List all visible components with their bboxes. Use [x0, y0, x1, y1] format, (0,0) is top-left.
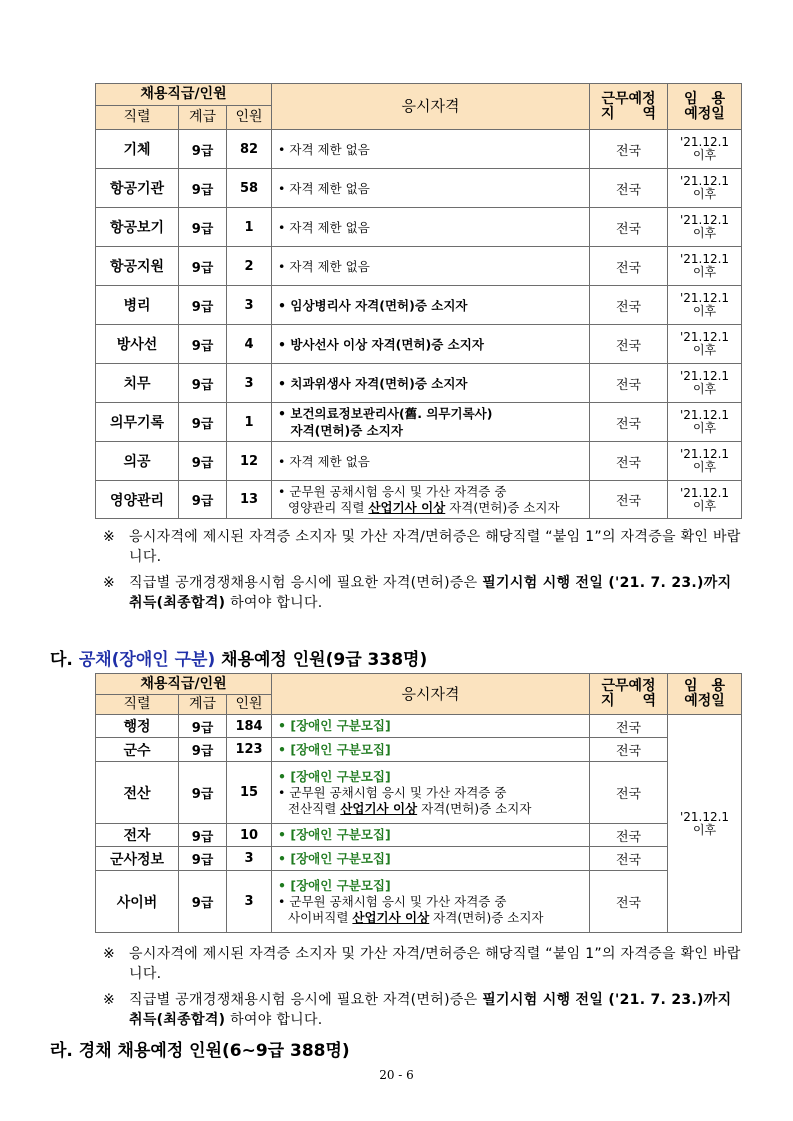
table-row [96, 442, 742, 481]
note-text-part: 직급별 공개경쟁채용시험 응시에 필요한 자격(면허)증은 [129, 575, 483, 591]
row-job: 전자 [96, 824, 179, 847]
row-date [668, 286, 742, 325]
row-job: 항공보기 [96, 208, 179, 247]
qual-green: • [장애인 구분모집] [278, 768, 391, 784]
qual-green: • [장애인 구분모집] [278, 741, 391, 757]
row-grade: 9급 [179, 286, 227, 325]
date-line1: '21.12.1 [679, 809, 730, 824]
qual-green: • [장애인 구분모집] [278, 827, 391, 842]
row-grade: 9급 [179, 847, 227, 871]
row-qualification [272, 208, 590, 247]
table-row [96, 208, 742, 247]
note-mark: ※ [103, 575, 116, 591]
section-heading-ra: 라. 경채 채용예정 인원(6~9급 388명) [50, 1041, 350, 1061]
qual-green: • [장애인 구분모집] [278, 850, 391, 866]
qual-green: • [장애인 구분모집] [278, 718, 391, 733]
row-count: 15 [227, 762, 272, 824]
row-grade: 9급 [179, 481, 227, 519]
row-qualification [272, 325, 590, 364]
qual-text: 자격(면허)증 소지자 [445, 499, 560, 515]
page-number: 20 - 6 [379, 1068, 414, 1082]
row-job: 치무 [96, 364, 179, 403]
row-date [668, 208, 742, 247]
header-date [668, 674, 742, 715]
note-bold-part: 필기시험 시행 전일 ('21. 7. 23.)까지 취득(최종합격) [129, 992, 732, 1028]
row-count: 82 [227, 130, 272, 169]
row-job: 의공 [96, 442, 179, 481]
row-qualification [272, 847, 590, 871]
header-qualification: 응시자격 [272, 84, 590, 130]
row-count: 2 [227, 247, 272, 286]
date-line2: 이후 [692, 187, 717, 201]
qual-underline: 산업기사 이상 [340, 800, 418, 816]
row-grade: 9급 [179, 762, 227, 824]
qual-line [278, 801, 589, 817]
qual-text: 영양관리 직렬 [288, 499, 369, 515]
date-line2: 이후 [692, 460, 717, 474]
row-grade: 9급 [179, 738, 227, 762]
date-line2: 이후 [692, 498, 717, 513]
row-date [668, 247, 742, 286]
table-row [96, 762, 742, 824]
qual-text: 자격(면허)증 소지자 [429, 909, 544, 925]
row-count: 13 [227, 481, 272, 519]
header-region [590, 674, 668, 715]
row-grade: 9급 [179, 130, 227, 169]
row-date [668, 364, 742, 403]
table-row [96, 325, 742, 364]
row-qualification [272, 169, 590, 208]
row-region: 전국 [590, 738, 668, 762]
row-date [668, 481, 742, 519]
row-date [668, 130, 742, 169]
row-qualification [272, 715, 590, 738]
row-qualification [272, 130, 590, 169]
row-job: 병리 [96, 286, 179, 325]
table-row [96, 738, 742, 762]
header-job: 직렬 [96, 106, 179, 130]
row-job: 전산 [96, 762, 179, 824]
date-line2: 이후 [692, 304, 717, 318]
recruitment-table-2 [95, 673, 742, 933]
qual-line: 자격(면허)증 소지자 [278, 423, 403, 438]
note-deadline [103, 990, 743, 1030]
row-count: 3 [227, 847, 272, 871]
table-row [96, 871, 742, 933]
row-region: 전국 [590, 715, 668, 738]
header-region [590, 84, 668, 130]
row-region: 전국 [590, 403, 668, 442]
row-region: 전국 [590, 286, 668, 325]
date-line2: 이후 [692, 421, 717, 435]
header-group: 채용직급/인원 [96, 674, 272, 695]
date-line1: '21.12.1 [679, 485, 730, 500]
row-qualification [272, 442, 590, 481]
header-qualification: 응시자격 [272, 674, 590, 715]
row-grade: 9급 [179, 364, 227, 403]
qual-line: • 군무원 공채시험 응시 및 가산 자격증 중 [278, 893, 507, 909]
date-line1: '21.12.1 [679, 408, 730, 422]
row-region: 전국 [590, 762, 668, 824]
qual-line: • 자격 제한 없음 [278, 219, 370, 235]
row-job: 기체 [96, 130, 179, 169]
row-grade: 9급 [179, 871, 227, 933]
row-region: 전국 [590, 169, 668, 208]
row-count: 3 [227, 364, 272, 403]
header-job: 직렬 [96, 695, 179, 715]
header-date-line1: 임 용 [684, 90, 726, 107]
qual-line: • 자격 제한 없음 [278, 453, 370, 469]
row-date [668, 169, 742, 208]
row-grade: 9급 [179, 715, 227, 738]
row-count: 1 [227, 208, 272, 247]
table-row [96, 403, 742, 442]
row-job: 항공지원 [96, 247, 179, 286]
date-line1: '21.12.1 [679, 135, 730, 149]
row-qualification [272, 247, 590, 286]
section-prefix: 다. [50, 650, 79, 670]
row-grade: 9급 [179, 208, 227, 247]
note-text-part: 하여야 합니다. [225, 595, 323, 611]
note-mark: ※ [103, 946, 116, 962]
table-row [96, 169, 742, 208]
section-suffix: 채용예정 인원(9급 338명) [215, 650, 428, 670]
row-grade: 9급 [179, 325, 227, 364]
date-line1: '21.12.1 [679, 447, 730, 461]
row-job: 항공기관 [96, 169, 179, 208]
row-qualification [272, 871, 590, 933]
table-row [96, 286, 742, 325]
row-count: 1 [227, 403, 272, 442]
row-count: 3 [227, 871, 272, 933]
date-line1: '21.12.1 [679, 330, 730, 344]
note-text: 응시자격에 제시된 자격증 소지자 및 가산 자격/면허증은 해당직렬 “붙임 1”의 자격증을 확인 바랍니다. [129, 529, 741, 565]
note-text-part: 하여야 합니다. [225, 1012, 323, 1028]
qual-line [278, 500, 589, 516]
header-region-line1: 근무예정 [601, 678, 656, 694]
row-date [668, 442, 742, 481]
header-date-line2: 예정일 [684, 693, 725, 709]
row-job: 사이버 [96, 871, 179, 933]
note-text-part: 직급별 공개경쟁채용시험 응시에 필요한 자격(면허)증은 [129, 992, 483, 1008]
qual-underline: 산업기사 이상 [368, 499, 446, 515]
row-job: 방사선 [96, 325, 179, 364]
header-count: 인원 [227, 106, 272, 130]
row-job: 행정 [96, 715, 179, 738]
date-line1: '21.12.1 [679, 369, 730, 383]
qual-green: • [장애인 구분모집] [278, 877, 391, 893]
row-grade: 9급 [179, 824, 227, 847]
table-row [96, 715, 742, 738]
row-qualification [272, 762, 590, 824]
date-line2: 이후 [692, 148, 717, 162]
header-date-line1: 임 용 [684, 678, 726, 694]
qual-text: 자격(면허)증 소지자 [417, 800, 532, 816]
row-region: 전국 [590, 208, 668, 247]
qual-line: • 치과위생사 자격(면허)증 소지자 [278, 375, 468, 391]
qual-line: • 군무원 공채시험 응시 및 가산 자격증 중 [278, 784, 507, 800]
row-count: 123 [227, 738, 272, 762]
header-region-line2: 지 역 [601, 105, 657, 122]
header-date-line2: 예정일 [684, 105, 725, 122]
qual-line: • 군무원 공채시험 응시 및 가산 자격증 중 [278, 483, 507, 499]
table-row [96, 847, 742, 871]
note-text: 응시자격에 제시된 자격증 소지자 및 가산 자격/면허증은 해당직렬 “붙임 1”의 자격증을 확인 바랍니다. [129, 946, 741, 982]
header-grade: 계급 [179, 106, 227, 130]
date-line2: 이후 [692, 382, 717, 396]
row-date [668, 715, 742, 933]
date-line1: '21.12.1 [679, 174, 730, 188]
date-line2: 이후 [692, 343, 717, 357]
table-row [96, 824, 742, 847]
row-job: 군수 [96, 738, 179, 762]
row-count: 184 [227, 715, 272, 738]
row-region: 전국 [590, 247, 668, 286]
row-date [668, 325, 742, 364]
note-text [103, 990, 743, 1030]
date-line1: '21.12.1 [679, 291, 730, 305]
row-grade: 9급 [179, 247, 227, 286]
note-bold-part: 필기시험 시행 전일 ('21. 7. 23.)까지 취득(최종합격) [129, 575, 732, 611]
date-line2: 이후 [692, 226, 717, 240]
row-qualification [272, 286, 590, 325]
header-region-line2: 지 역 [601, 693, 657, 709]
row-count: 58 [227, 169, 272, 208]
row-region: 전국 [590, 130, 668, 169]
table-row [96, 247, 742, 286]
qual-text: 사이버직렬 [288, 909, 353, 925]
row-grade: 9급 [179, 403, 227, 442]
header-date [668, 84, 742, 130]
qual-line: • 보건의료정보관리사(舊. 의무기록사) [278, 406, 493, 421]
note-certificate [103, 944, 743, 984]
recruitment-table-1 [95, 83, 742, 519]
row-region: 전국 [590, 481, 668, 519]
header-grade: 계급 [179, 695, 227, 715]
qual-line: • 임상병리사 자격(면허)증 소지자 [278, 297, 468, 313]
row-qualification [272, 738, 590, 762]
row-region: 전국 [590, 824, 668, 847]
table-row [96, 130, 742, 169]
qual-line: • 방사선사 이상 자격(면허)증 소지자 [278, 336, 484, 352]
note-mark: ※ [103, 529, 116, 545]
row-region: 전국 [590, 847, 668, 871]
table-row [96, 364, 742, 403]
row-region: 전국 [590, 871, 668, 933]
section-heading-da [50, 645, 427, 670]
date-line1: '21.12.1 [679, 213, 730, 227]
row-qualification [272, 481, 590, 519]
header-group: 채용직급/인원 [96, 84, 272, 106]
row-qualification [272, 364, 590, 403]
note-deadline [103, 573, 743, 613]
row-job: 의무기록 [96, 403, 179, 442]
row-count: 10 [227, 824, 272, 847]
date-line2: 이후 [692, 822, 717, 837]
header-region-line1: 근무예정 [601, 90, 656, 107]
row-region: 전국 [590, 442, 668, 481]
date-line2: 이후 [692, 265, 717, 279]
qual-text: 전산직렬 [288, 800, 341, 816]
row-grade: 9급 [179, 442, 227, 481]
note-mark: ※ [103, 992, 116, 1008]
note-certificate [103, 527, 743, 567]
note-text [103, 573, 743, 613]
row-count: 4 [227, 325, 272, 364]
qual-line: • 자격 제한 없음 [278, 258, 370, 274]
row-job: 영양관리 [96, 481, 179, 519]
row-count: 3 [227, 286, 272, 325]
qual-underline: 산업기사 이상 [352, 909, 430, 925]
row-date [668, 403, 742, 442]
row-count: 12 [227, 442, 272, 481]
qual-line: • 자격 제한 없음 [278, 180, 370, 196]
qual-line: • 자격 제한 없음 [278, 141, 370, 157]
row-region: 전국 [590, 325, 668, 364]
date-line1: '21.12.1 [679, 252, 730, 266]
row-job: 군사정보 [96, 847, 179, 871]
row-grade: 9급 [179, 169, 227, 208]
row-region: 전국 [590, 364, 668, 403]
section-highlight: 공채(장애인 구분) [78, 650, 216, 670]
qual-line [278, 910, 589, 926]
header-count: 인원 [227, 695, 272, 715]
row-qualification [272, 824, 590, 847]
row-qualification [272, 403, 590, 442]
